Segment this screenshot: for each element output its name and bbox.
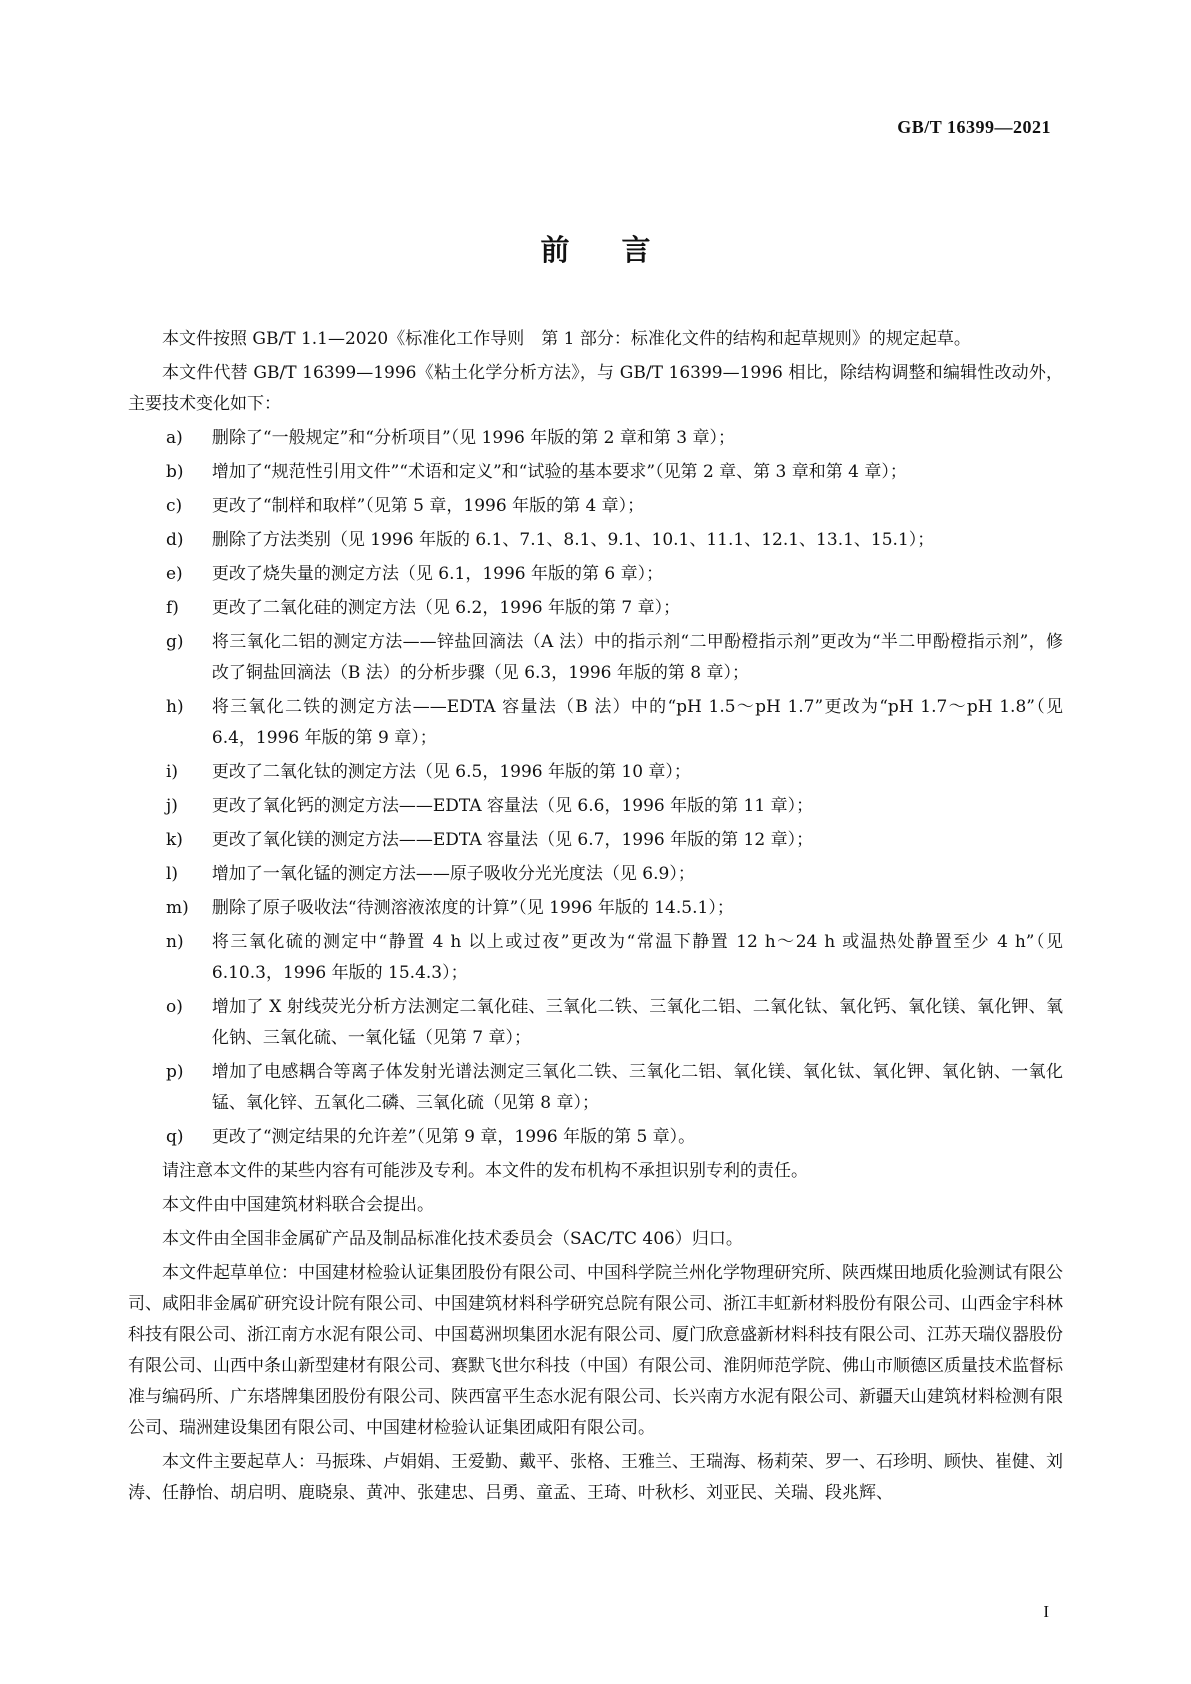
list-item (128, 457, 1063, 488)
list-item-text: 更改了“测定结果的允许差”（见第 9 章，1996 年版的第 5 章）。 (211, 1127, 696, 1147)
list-marker: c) (166, 496, 183, 516)
list-item-text: 增加了电感耦合等离子体发射光谱法测定三氧化二铁、三氧化二铝、氧化镁、氧化钛、氧化钾、氧化钠、一氧化锰、氧化锌、五氧化二磷、三氧化硫（见第 8 章）； (211, 1062, 1063, 1113)
list-item-text: 更改了烧失量的测定方法（见 6.1，1996 年版的第 6 章）； (211, 564, 664, 584)
drafting-units-paragraph: 本文件起草单位：中国建材检验认证集团股份有限公司、中国科学院兰州化学物理研究所、陕西煤田地质化验测试有限公司、咸阳非金属矿研究设计院有限公司、中国建筑材料科学研究总院有限公司、浙江丰虹新材料股份有限公司、山西金宇科林科技有限公司、浙江南方水泥有限公司、中国葛洲坝集团水泥有限公司、厦门欣意盛新材料科技有限公司、江苏天瑞仪器股份有限公司、山西中条山新型建材有限公司、赛默飞世尔科技（中国）有限公司、淮阴师范学院、佛山市顺德区质量技术监督标准与编码所、广东塔牌集团股份有限公司、陕西富平生态水泥有限公司、长兴南方水泥有限公司、新疆天山建筑材料检测有限公司、瑞洲建设集团有限公司、中国建材检验认证集团咸阳有限公司。 (128, 1263, 1063, 1438)
list-item (128, 893, 1063, 924)
list-item-text: 将三氧化二铝的测定方法——锌盐回滴法（A 法）中的指示剂“二甲酚橙指示剂”更改为“半二甲酚橙指示剂”，修改了铜盐回滴法（B 法）的分析步骤（见 6.3，1996 年版的第 8 章）； (211, 632, 1063, 683)
foreword-body (128, 324, 1063, 1512)
list-marker: m) (166, 898, 189, 918)
list-item (128, 791, 1063, 822)
list-marker: b) (166, 462, 184, 482)
list-marker: l) (166, 864, 179, 884)
list-item-text: 更改了氧化镁的测定方法——EDTA 容量法（见 6.7，1996 年版的第 12 章）； (211, 830, 814, 850)
list-item-text: 增加了 X 射线荧光分析方法测定二氧化硅、三氧化二铁、三氧化二铝、二氧化钛、氧化钙、氧化镁、氧化钾、氧化钠、三氧化硫、一氧化锰（见第 7 章）； (211, 997, 1063, 1048)
list-item-text: 删除了方法类别（见 1996 年版的 6.1、7.1、8.1、9.1、10.1、11.1、12.1、13.1、15.1）； (211, 530, 935, 550)
list-marker: k) (166, 830, 183, 850)
list-item (128, 423, 1063, 454)
list-item (128, 627, 1063, 689)
paragraph: 本文件代替 GB/T 16399—1996《粘土化学分析方法》，与 GB/T 16399—1996 相比，除结构调整和编辑性改动外，主要技术变化如下： (128, 363, 1063, 414)
list-item-text: 将三氧化硫的测定中“静置 4 h 以上或过夜”更改为“常温下静置 12 h～24 h 或温热处静置至少 4 h”（见 6.10.3，1996 年版的 15.4.3）； (211, 932, 1063, 983)
list-item-text: 更改了“制样和取样”（见第 5 章，1996 年版的第 4 章）； (211, 496, 645, 516)
changes-list (128, 423, 1063, 1153)
list-marker: q) (166, 1127, 184, 1147)
list-item-text: 将三氧化二铁的测定方法——EDTA 容量法（B 法）中的“pH 1.5～pH 1.7”更改为“pH 1.7～pH 1.8”（见 6.4，1996 年版的第 9 章）； (211, 697, 1063, 748)
page-number: I (1043, 1602, 1049, 1621)
list-item (128, 757, 1063, 788)
list-item-text: 更改了二氧化硅的测定方法（见 6.2，1996 年版的第 7 章）； (211, 598, 681, 618)
document-number: GB/T 16399—2021 (897, 117, 1051, 137)
list-item-text: 更改了二氧化钛的测定方法（见 6.5，1996 年版的第 10 章）； (211, 762, 691, 782)
list-marker: e) (166, 564, 183, 584)
list-marker: j) (166, 796, 178, 816)
list-item (128, 491, 1063, 522)
list-marker: f) (166, 598, 179, 618)
drafters-paragraph: 本文件主要起草人：马振珠、卢娟娟、王爱勤、戴平、张格、王雅兰、王瑞海、杨莉荣、罗一、石珍明、顾快、崔健、刘涛、任静怡、胡启明、鹿晓泉、黄冲、张建忠、吕勇、童孟、王琦、叶秋杉、刘亚民、关瑞、段兆辉、 (128, 1452, 1063, 1503)
list-item-text: 删除了原子吸收法“待测溶液浓度的计算”（见 1996 年版的 14.5.1）； (211, 898, 734, 918)
paragraph: 请注意本文件的某些内容有可能涉及专利。本文件的发布机构不承担识别专利的责任。 (162, 1161, 808, 1181)
list-item (128, 825, 1063, 856)
list-item (128, 525, 1063, 556)
paragraph: 本文件按照 GB/T 1.1—2020《标准化工作导则 第 1 部分：标准化文件的结构和起草规则》的规定起草。 (162, 329, 971, 349)
list-item-text: 增加了“规范性引用文件”“术语和定义”和“试验的基本要求”（见第 2 章、第 3 章和第 4 章）； (211, 462, 907, 482)
list-item (128, 1122, 1063, 1153)
paragraph: 本文件由中国建筑材料联合会提出。 (162, 1195, 434, 1215)
list-marker: a) (166, 428, 183, 448)
list-item (128, 1057, 1063, 1119)
list-marker: h) (166, 697, 184, 717)
list-item (128, 927, 1063, 989)
list-marker: p) (166, 1062, 184, 1082)
list-item (128, 593, 1063, 624)
paragraph: 本文件由全国非金属矿产品及制品标准化技术委员会（SAC/TC 406）归口。 (162, 1229, 743, 1249)
list-item-text: 删除了“一般规定”和“分析项目”（见 1996 年版的第 2 章和第 3 章）； (211, 428, 735, 448)
list-item-text: 增加了一氧化锰的测定方法——原子吸收分光光度法（见 6.9）； (211, 864, 695, 884)
list-item-text: 更改了氧化钙的测定方法——EDTA 容量法（见 6.6，1996 年版的第 11 章）； (211, 796, 814, 816)
list-marker: g) (166, 632, 184, 652)
list-marker: o) (166, 997, 183, 1017)
list-marker: d) (166, 530, 184, 550)
list-item (128, 692, 1063, 754)
list-item (128, 559, 1063, 590)
list-marker: i) (166, 762, 179, 782)
page-title: 前言 (540, 233, 703, 267)
list-marker: n) (166, 932, 184, 952)
list-item (128, 992, 1063, 1054)
list-item (128, 859, 1063, 890)
